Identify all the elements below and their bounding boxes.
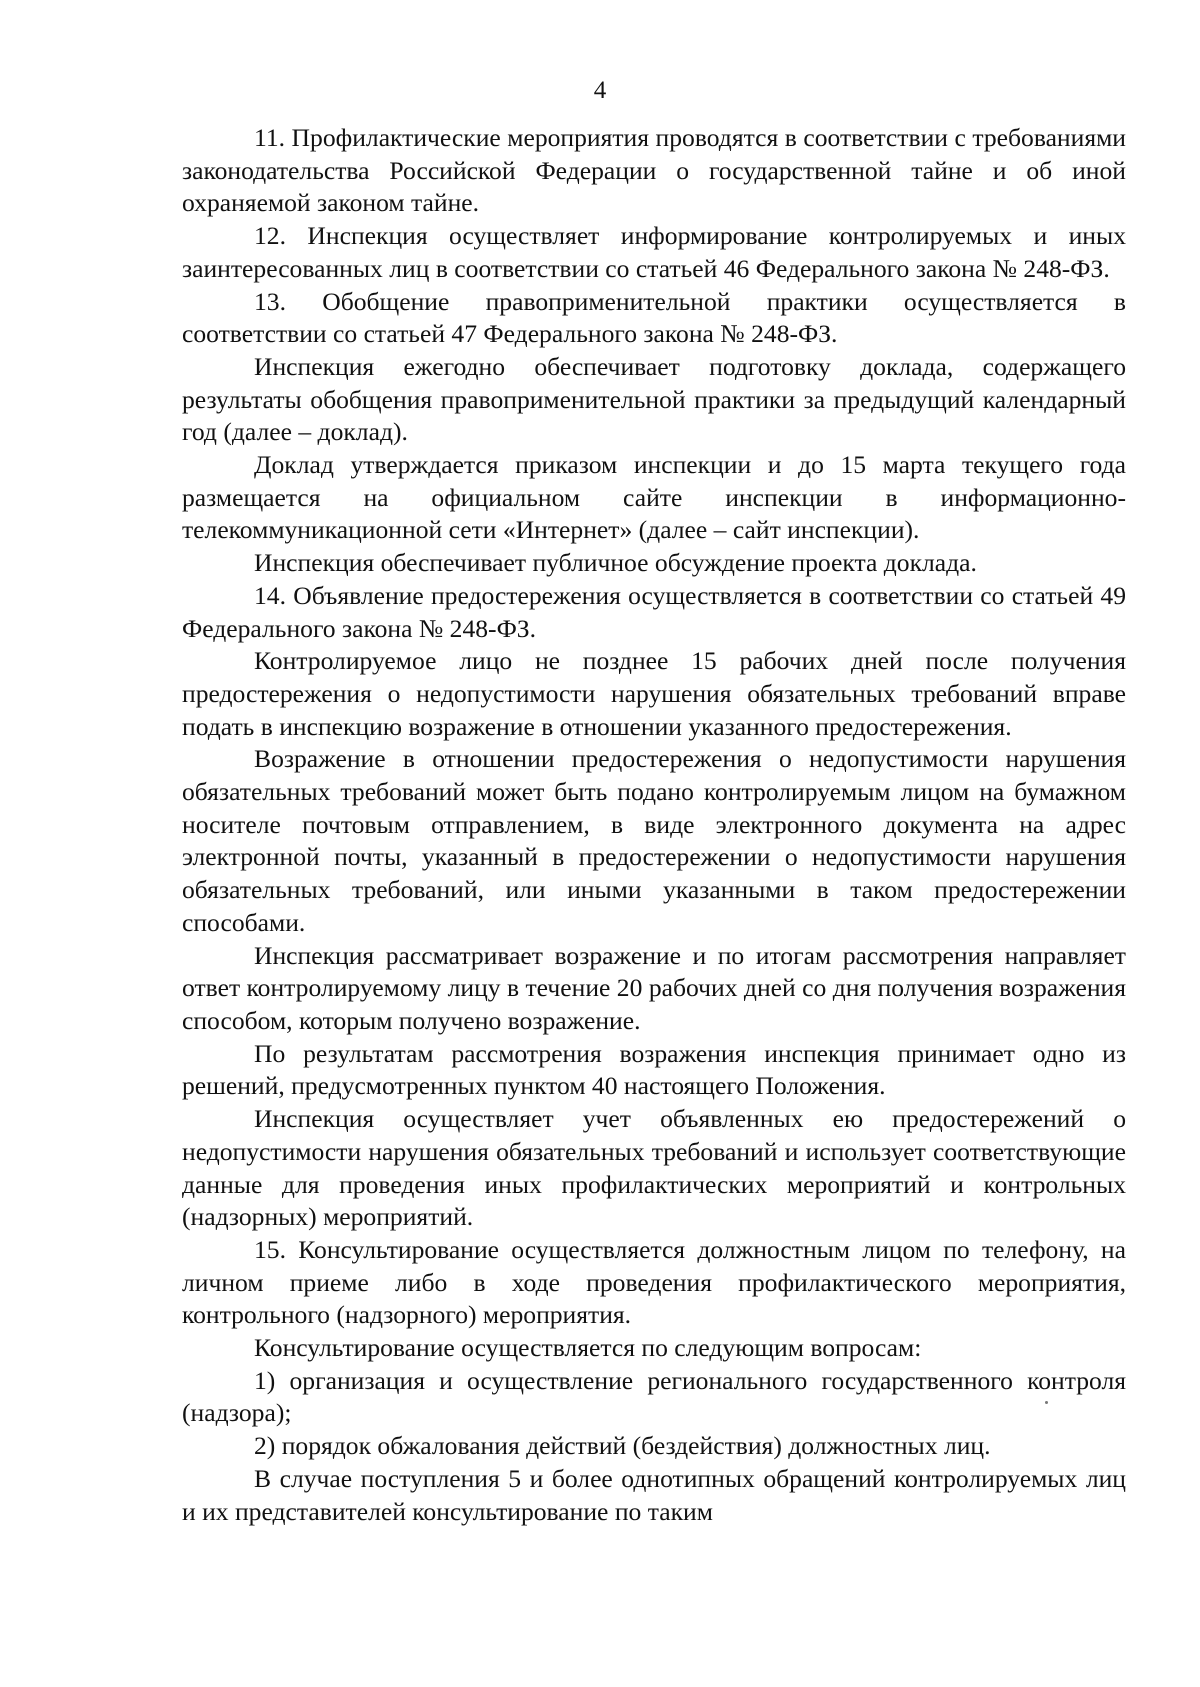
paragraph-13: 13. Обобщение правоприменительной практики осуществляется в соответствии со статьей 47 Федерального закона № 248-ФЗ. xyxy=(182,286,1126,349)
paragraph-objection-review: Инспекция рассматривает возражение и по итогам рассмотрения направляет ответ контролируемому лицу в течение 20 рабочих дней со дня получения возражения способом, которым получено возражение. xyxy=(182,940,1126,1035)
paragraph-report-approval: Доклад утверждается приказом инспекции и до 15 марта текущего года размещается на официальном сайте инспекции в информационно-телекоммуникационной сети «Интернет» (далее – сайт инспекции). xyxy=(182,450,1126,545)
paragraph-report-preparation: Инспекция ежегодно обеспечивает подготовку доклада, содержащего результаты обобщения правоприменительной практики за предыдущий календарный год (далее – доклад). xyxy=(182,351,1126,447)
list-item-1: 1) организация и осуществление регионального государственного контроля (надзора); xyxy=(182,1365,1126,1428)
paragraph-public-discussion: Инспекция обеспечивает публичное обсуждение проекта доклада. xyxy=(254,548,977,578)
paragraph-review-decision: По результатам рассмотрения возражения инспекция принимает одно из решений, предусмотренных пунктом 40 настоящего Положения. xyxy=(182,1038,1126,1101)
scan-speck xyxy=(1045,1401,1048,1404)
paragraph-bulk-requests: В случае поступления 5 и более однотипных обращений контролируемых лиц и их представителей консультирование по таким xyxy=(182,1463,1126,1526)
paragraph-14: 14. Объявление предостережения осуществляется в соответствии со статьей 49 Федерального закона № 248-ФЗ. xyxy=(182,580,1126,643)
paragraph-consultation-topics: Консультирование осуществляется по следующим вопросам: xyxy=(254,1333,922,1363)
paragraph-objection-methods: Возражение в отношении предостережения о недопустимости нарушения обязательных требований может быть подано контролируемым лицом на бумажном носителе почтовым отправлением, в виде электронного документа на адрес электронной почты, указанный в предостережении о недопустимости нарушения обязательных требований, или иными указанными в таком предостережении способами. xyxy=(182,744,1126,937)
paragraph-objection-deadline: Контролируемое лицо не позднее 15 рабочих дней после получения предостережения о недопустимости нарушения обязательных требований вправе подать в инспекцию возражение в отношении указанного предостережения. xyxy=(182,646,1126,741)
page-number: 4 xyxy=(593,77,607,104)
list-item-2: 2) порядок обжалования действий (бездействия) должностных лиц. xyxy=(254,1431,991,1461)
paragraph-11: 11. Профилактические мероприятия проводятся в соответствии с требованиями законодательства Российской Федерации о государственной тайне и об иной охраняемой законом тайне. xyxy=(182,123,1126,218)
paragraph-warning-records: Инспекция осуществляет учет объявленных ею предостережений о недопустимости нарушения обязательных требований и использует соответствующие данные для проведения иных профилактических мероприятий и контрольных (надзорных) мероприятий. xyxy=(182,1104,1126,1232)
paragraph-15: 15. Консультирование осуществляется должностным лицом по телефону, на личном приеме либо в ходе проведения профилактического мероприятия, контрольного (надзорного) мероприятия. xyxy=(182,1234,1126,1330)
document-body xyxy=(182,122,1126,1528)
paragraph-12: 12. Инспекция осуществляет информирование контролируемых и иных заинтересованных лиц в соответствии со статьей 46 Федерального закона № 248-ФЗ. xyxy=(182,221,1126,283)
